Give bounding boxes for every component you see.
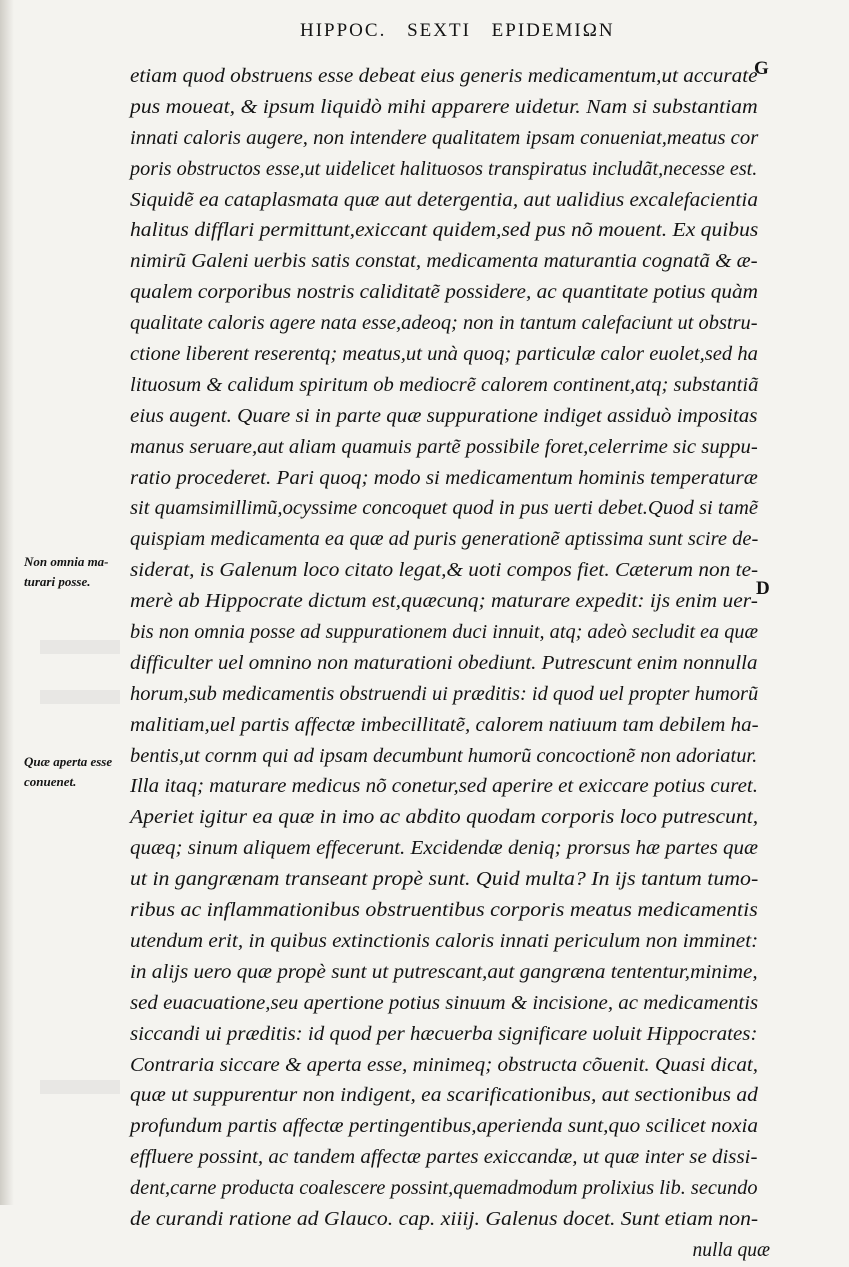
text-line: halitus difflari permittunt,exiccant quidem,sed pus nõ mouent. Ex quibus: [130, 220, 759, 242]
ink-bleed-mark: [40, 1080, 120, 1094]
text-line: Contraria siccare & aperta esse, minimeq; obstructa cõuenit. Quasi dicat,: [130, 1054, 759, 1076]
text-line: bentis,ut cornm qui ad ipsam decumbunt humorũ concoctionẽ non adoriatur.: [130, 745, 758, 767]
ink-bleed-mark: [40, 690, 120, 704]
text-line: siccandi ui præditis: id quod per hæcuerba significare uoluit Hippocrates:: [130, 1023, 758, 1045]
text-line: sed euacuatione,seu apertione potius sinuum & incisione, ac medicamentis: [130, 992, 759, 1014]
header-right: EPIDEMIΩN: [491, 20, 615, 41]
text-line: nulla quæ: [692, 1239, 770, 1261]
marginal-note: [24, 552, 124, 592]
text-line: ut in gangrænam transeant propè sunt. Quid multa? In ijs tantum tumo-: [130, 869, 759, 891]
text-line: ratio procederet. Pari quoq; modo si medicamentum hominis temperaturæ: [130, 467, 758, 489]
text-line: manus seruare,aut aliam quamuis partẽ possibile foret,celerrime sic suppu-: [130, 436, 758, 458]
header-center: SEXTI: [407, 20, 471, 41]
ink-bleed-mark: [40, 640, 120, 654]
text-line: sit quamsimillimũ,ocyssime concoquet quod in pus uerti debet.Quod si tamẽ: [130, 498, 759, 520]
running-header: [300, 20, 629, 42]
text-line: quæ ut suppurentur non indigent, ea scarificationibus, aut sectionibus ad: [130, 1085, 758, 1107]
text-line: difficulter uel omnino non maturationi obediunt. Putrescunt enim nonnulla: [130, 652, 758, 674]
header-left: HIPPOC.: [300, 20, 387, 41]
text-line: eius augent. Quare si in parte quæ suppuratione indiget assiduò impositas: [130, 405, 758, 427]
text-line: effluere possint, ac tandem affectæ partes exiccandæ, ut quæ inter se dissi-: [130, 1147, 758, 1169]
text-line: Siquidẽ ea cataplasmata quæ aut detergentia, aut ualidius excalefacientia: [130, 189, 758, 211]
marginal-note-line: Quæ aperta esse: [24, 754, 113, 769]
text-line: innati caloris augere, non intendere qualitatem ipsam conueniat,meatus cor: [130, 127, 759, 149]
marginal-note: [24, 752, 124, 792]
text-line: utendum erit, in quibus extinctionis caloris innati periculum non imminet:: [130, 930, 759, 952]
text-line: de curandi ratione ad Glauco. cap. xiiij. Galenus docet. Sunt etiam non-: [130, 1208, 759, 1230]
text-line: qualem corporibus nostris caliditatẽ possidere, ac quantitate potius quàm: [130, 282, 758, 304]
text-line: siderat, is Galenum loco citato legat,& uoti compos fiet. Cæterum non te-: [130, 560, 759, 582]
text-line: horum,sub medicamentis obstruendi ui præditis: id quod uel propter humorũ: [130, 683, 759, 705]
text-line: quispiam medicamenta ea quæ ad puris generationẽ aptissima sunt scire de-: [130, 529, 759, 551]
text-line: Aperiet igitur ea quæ in imo ac abdito quodam corporis loco putrescunt,: [130, 807, 759, 829]
text-line: lituosum & calidum spiritum ob mediocrẽ calorem continent,atq; substantiã: [130, 374, 759, 396]
marginal-note-line: turari posse.: [24, 574, 91, 589]
text-line: ctione liberent reserentq; meatus,ut unà quoq; particulæ calor euolet,sed ha: [130, 344, 758, 366]
gathering-mark-g: G: [754, 58, 769, 79]
text-line: qualitate caloris agere nata esse,adeoq; non in tantum calefaciunt ut obstru-: [130, 313, 758, 335]
marginal-note-line: conuenet.: [24, 774, 77, 789]
page-edge-shadow: [0, 0, 14, 1205]
text-line: merè ab Hippocrate dictum est,quæcunq; maturare expedit: ijs enim uer-: [130, 591, 758, 613]
marginal-note-line: Non omnia ma-: [24, 554, 109, 569]
text-line: poris obstructos esse,ut uidelicet halituosos transpiratus includãt,necesse est.: [130, 158, 758, 180]
text-line: pus moueat, & ipsum liquidò mihi apparere uidetur. Nam si substantiam: [130, 96, 758, 118]
text-line: ribus ac inflammationibus obstruentibus corporis meatus medicamentis: [130, 900, 758, 922]
text-line: Illa itaq; maturare medicus nõ conetur,sed aperire et exiccare potius curet.: [130, 776, 758, 798]
main-text-block: [130, 62, 770, 1267]
text-line: malitiam,uel partis affectæ imbecillitatẽ, calorem natiuum tam debilem ha-: [130, 714, 759, 736]
text-line: etiam quod obstruens esse debeat eius generis medicamentum,ut accurate: [130, 66, 758, 87]
text-line: bis non omnia posse ad suppurationem duci innuit, atq; adeò secludit ea quæ: [130, 622, 759, 644]
text-line: nimirũ Galeni uerbis satis constat, medicamenta maturantia cognatã & æ-: [130, 251, 758, 273]
text-line: dent,carne producta coalescere possint,quemadmodum prolixius lib. secundo: [130, 1178, 758, 1200]
text-line: profundum partis affectæ pertingentibus,aperienda sunt,quo scilicet noxia: [130, 1116, 758, 1138]
text-line: quæq; sinum aliquem effecerunt. Excidendæ deniq; prorsus hæ partes quæ: [130, 838, 759, 860]
gathering-mark-d: D: [756, 578, 770, 599]
text-line: in alijs uero quæ propè sunt ut putrescant,aut gangræna tententur,minime,: [130, 961, 758, 983]
